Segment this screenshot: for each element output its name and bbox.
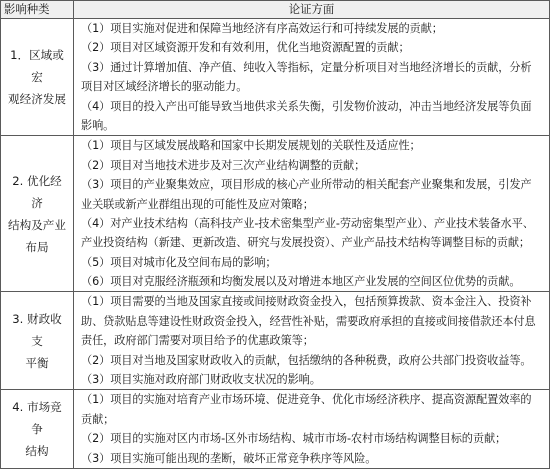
argument-items-cell xyxy=(74,292,550,390)
impact-category-label: 3. 财政收支 xyxy=(12,311,62,348)
table-row xyxy=(1,390,550,469)
argument-item-line: （1）项目需要的当地及国家直接或间接财政资金投入，包括预算拨款、资本金注入、投资补 xyxy=(81,295,532,309)
argument-item-line: （5）项目对城市化及空间布局的影响； xyxy=(81,255,277,269)
table-body xyxy=(1,19,550,469)
argument-item-line: （4）对产业技术结构（高科技产业-技术密集型产业-劳动密集型产业）、产业技术装备水平、 xyxy=(81,216,534,230)
argument-item-line: 贡献； xyxy=(81,412,115,426)
argument-item-line: 责任，政府部门需要对项目给予的优惠政策等； xyxy=(81,334,314,348)
impact-category-label: 观经济发展 xyxy=(8,92,66,107)
impact-category-label: 1．区域或宏 xyxy=(10,48,64,85)
table-row xyxy=(1,136,550,292)
impact-category-label: 4. 市场竞争 xyxy=(12,400,62,437)
impact-category-cell xyxy=(1,292,74,390)
impact-category-label: 结构及产业 xyxy=(8,217,66,232)
argument-item-line: （1）项目与区域发展战略和国家中长期发展规划的关联性及适应性； xyxy=(81,139,421,153)
argument-item-line: 影响。 xyxy=(81,118,115,132)
argument-item-line: （2）项目对当地及国家财政收入的贡献，包括缴纳的各种税费，政府公共部门投资收益等。 xyxy=(81,353,532,367)
impact-category-label: 2. 优化经济 xyxy=(12,173,62,210)
table-row xyxy=(1,19,550,136)
argument-item-line: （4）项目的投入产出可能导致当地供求关系失衡，引发物价波动，冲击当地经济发展等负面 xyxy=(81,99,532,113)
impact-category-cell xyxy=(1,19,74,136)
argument-item-line: （3）项目实施对政府部门财政收支状况的影响。 xyxy=(81,373,321,387)
argument-item-line: （2）项目对区域资源开发和有效利用，优化当地资源配置的贡献； xyxy=(81,41,410,55)
argument-item-line: 助、贷款贴息等建设性财政资金投入，经营性补贴，需要政府承担的直接或间接借款还本付息 xyxy=(81,314,536,328)
impact-category-label: 布局 xyxy=(25,239,49,254)
table-header-row xyxy=(1,1,550,19)
argument-item-line: （1）项目的实施对培育产业市场环境、促进竞争、优化市场经济秩序、提高资源配置效率的 xyxy=(81,393,532,407)
header-impact-type: 影响种类 xyxy=(1,1,74,19)
argument-items-cell xyxy=(74,136,550,292)
argument-item-line: 业关联或新产业群组出现的可能性及应对策略； xyxy=(81,197,314,211)
argument-item-line: （3）项目实施可能出现的垄断，破坏正常竞争秩序等风险。 xyxy=(81,451,377,465)
argument-item-line: 产业投资结构（新建、更新改造、研究与发展投资）、产业产品技术结构等调整目标的贡献； xyxy=(81,236,530,250)
argument-item-line: （3）项目的产业聚集效应，项目形成的核心产业所带动的相关配套产业聚集和发展，引发产 xyxy=(81,178,532,192)
argument-item-line: （6）项目对克服经济瓶颈和均衡发展以及对增进本地区产业发展的空间区位优势的贡献。 xyxy=(81,275,521,289)
argument-items-cell xyxy=(74,390,550,469)
table-row xyxy=(1,292,550,390)
argument-item-line: （1）项目实施对促进和保障当地经济有序高效运行和可持续发展的贡献； xyxy=(81,22,443,35)
argument-item-line: （2）项目对当地技术进步及对三次产业结构调整的贡献； xyxy=(81,158,366,172)
argument-items-cell xyxy=(74,19,550,136)
header-argument-aspects: 论证方面 xyxy=(74,1,550,19)
impact-category-label: 结构 xyxy=(25,444,49,459)
argument-item-line: （3）通过计算增加值、净产值、纯收入等指标，定量分析项目对当地经济增长的贡献，分析 xyxy=(81,60,532,74)
argument-item-line: 项目对区域经济增长的驱动能力。 xyxy=(81,80,248,94)
impact-category-label: 平衡 xyxy=(25,355,49,370)
impact-category-cell xyxy=(1,136,74,292)
impact-category-cell xyxy=(1,390,74,469)
argument-item-line: （2）项目的实施对区内市场-区外市场结构、城市市场-农村市场结构调整目标的贡献； xyxy=(81,432,507,446)
